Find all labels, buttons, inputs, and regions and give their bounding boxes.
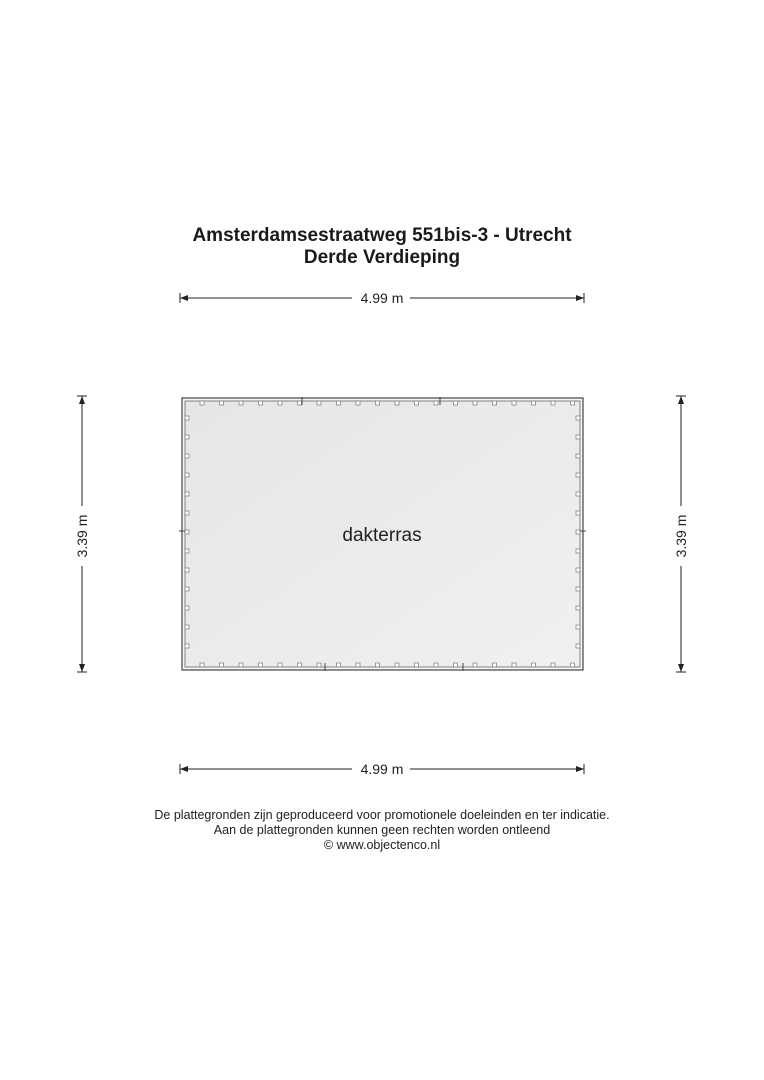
railing-post xyxy=(473,401,477,405)
railing-post xyxy=(576,644,580,648)
room-dakterras xyxy=(179,397,586,671)
railing-post xyxy=(576,587,580,591)
railing-post xyxy=(337,401,341,405)
railing-post xyxy=(395,663,399,667)
railing-post xyxy=(185,549,189,553)
railing-post xyxy=(337,663,341,667)
railing-post xyxy=(185,530,189,534)
railing-post xyxy=(185,568,189,572)
railing-post xyxy=(434,663,438,667)
railing-post xyxy=(576,492,580,496)
railing-post xyxy=(376,401,380,405)
railing-post xyxy=(259,401,263,405)
railing-post xyxy=(185,416,189,420)
dimension-top-label: 4.99 m xyxy=(360,290,404,306)
railing-post xyxy=(576,568,580,572)
dimension-bottom-label: 4.99 m xyxy=(360,761,404,777)
railing-post xyxy=(239,663,243,667)
railing-post xyxy=(576,606,580,610)
railing-post xyxy=(415,663,419,667)
railing-post xyxy=(576,473,580,477)
railing-post xyxy=(473,663,477,667)
railing-post xyxy=(576,530,580,534)
dimension-left-label: 3.39 m xyxy=(74,514,90,558)
railing-post xyxy=(185,606,189,610)
railing-post xyxy=(532,401,536,405)
railing-post xyxy=(298,401,302,405)
railing-post xyxy=(532,663,536,667)
railing-post xyxy=(576,416,580,420)
railing-post xyxy=(200,401,204,405)
railing-post xyxy=(185,644,189,648)
railing-post xyxy=(317,401,321,405)
railing-post xyxy=(185,473,189,477)
railing-post xyxy=(493,401,497,405)
dimension-left xyxy=(74,396,90,672)
railing-post xyxy=(454,401,458,405)
railing-post xyxy=(454,663,458,667)
disclaimer-line-1: De plattegronden zijn geproduceerd voor promotionele doeleinden en ter indicatie. xyxy=(154,808,610,822)
railing-post xyxy=(278,663,282,667)
railing-post xyxy=(512,663,516,667)
railing-post xyxy=(185,587,189,591)
railing-post xyxy=(220,663,224,667)
railing-post xyxy=(356,663,360,667)
railing-post xyxy=(298,663,302,667)
railing-post xyxy=(185,454,189,458)
railing-post xyxy=(551,663,555,667)
railing-post xyxy=(278,401,282,405)
railing-post xyxy=(434,401,438,405)
railing-post xyxy=(259,663,263,667)
railing-post xyxy=(356,401,360,405)
plan-title-address: Amsterdamsestraatweg 551bis-3 - Utrecht xyxy=(192,225,572,246)
room-label: dakterras xyxy=(342,525,422,546)
railing-post xyxy=(395,401,399,405)
railing-post xyxy=(185,625,189,629)
railing-post xyxy=(415,401,419,405)
railing-post xyxy=(512,401,516,405)
railing-post xyxy=(576,549,580,553)
railing-post xyxy=(551,401,555,405)
railing-post xyxy=(376,663,380,667)
railing-post xyxy=(185,435,189,439)
dimension-right-label: 3.39 m xyxy=(673,514,689,558)
railing-post xyxy=(239,401,243,405)
railing-post xyxy=(185,492,189,496)
dimension-top xyxy=(180,290,584,306)
railing-post xyxy=(493,663,497,667)
railing-post xyxy=(220,401,224,405)
disclaimer-line-2: Aan de plattegronden kunnen geen rechten worden ontleend xyxy=(213,823,551,837)
plan-title-floor: Derde Verdieping xyxy=(303,247,461,268)
railing-post xyxy=(317,663,321,667)
railing-post xyxy=(200,663,204,667)
railing-post xyxy=(185,511,189,515)
dimension-bottom xyxy=(180,761,584,777)
railing-post xyxy=(576,511,580,515)
dimension-right xyxy=(673,396,689,672)
copyright-line: © www.objectenco.nl xyxy=(323,838,441,852)
railing-post xyxy=(571,663,575,667)
railing-post xyxy=(576,625,580,629)
railing-post xyxy=(576,435,580,439)
railing-post xyxy=(576,454,580,458)
railing-post xyxy=(571,401,575,405)
